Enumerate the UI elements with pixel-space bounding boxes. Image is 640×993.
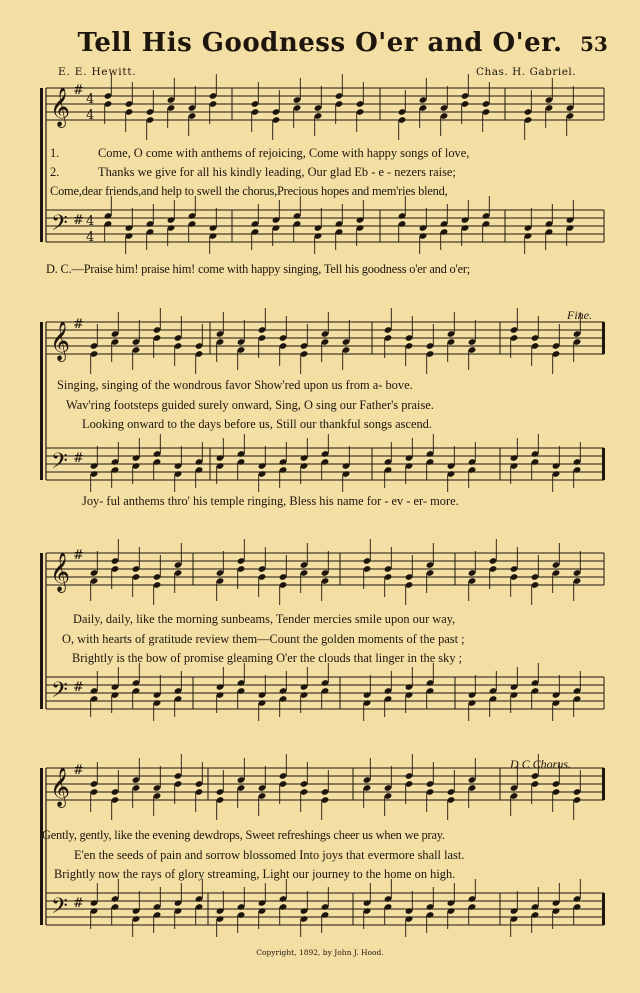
final-barline <box>602 893 605 925</box>
lyric-line: Wav'ring footsteps guided surely onward, Sing, O sing our Father's praise. <box>66 398 434 412</box>
lyric-line: E'en the seeds of pain and sorrow blossomed Into joys that evermore shall last. <box>74 848 465 862</box>
lyric-line: Brightly is the bow of promise gleaming O'er the clouds that linger in the sky ; <box>72 651 463 665</box>
fine-marking: Fine. <box>567 308 592 322</box>
system-bracket <box>40 553 43 709</box>
key-sharp: # <box>73 83 84 98</box>
bass-clef: 𝄢 <box>51 678 68 708</box>
lyric-line: Daily, daily, like the morning sunbeams, Tender mercies smile upon our way, <box>73 612 456 626</box>
final-barline <box>602 448 605 480</box>
key-sharp: # <box>73 763 84 778</box>
lyric-line: Singing, singing of the wondrous favor Show'red upon us from a- bove. <box>57 378 413 392</box>
chorus-line: D. C.—Praise him! praise him! come with happy singing, Tell his goodness o'er and o'er; <box>46 262 471 276</box>
key-sharp: # <box>73 451 84 466</box>
time-signature: 4 <box>86 230 95 245</box>
treble-clef: 𝄞 <box>50 87 71 127</box>
treble-clef: 𝄞 <box>50 552 71 592</box>
lyric-line: Thanks we give for all his kindly leading, Our glad Eb - e - nezers raise; <box>98 165 456 179</box>
treble-clef: 𝄞 <box>50 321 71 361</box>
treble-clef: 𝄞 <box>50 767 71 807</box>
lyric-line: Gently, gently, like the evening dewdrops, Sweet refreshings cheer us when we pray. <box>42 828 445 842</box>
key-sharp: # <box>73 317 84 332</box>
bass-clef: 𝄢 <box>51 449 68 479</box>
system-bracket <box>40 768 43 925</box>
lyric-line: Brightly now the rays of glory streaming, Light our journey to the home on high. <box>54 867 456 881</box>
dc-chorus-marking: D C Chorus. <box>510 757 572 771</box>
system-bracket <box>40 88 43 242</box>
key-sharp: # <box>73 680 84 695</box>
lyric-line: Come, O come with anthems of rejoicing, Come with happy songs of love, <box>98 146 470 160</box>
system-bracket <box>40 322 43 480</box>
verse-number-1: 1. <box>50 146 60 160</box>
time-signature: 4 <box>86 108 95 123</box>
hymn-title: Tell His Goodness O'er and O'er. <box>77 28 563 58</box>
page-number: 53 <box>580 32 608 56</box>
time-signature: 4 <box>86 214 95 229</box>
verse-number-2: 2. <box>50 165 60 179</box>
composer-credit: Chas. H. Gabriel. <box>476 66 577 78</box>
lyric-line: Come,dear friends,and help to swell the chorus,Precious hopes and mem'ries blend, <box>50 184 448 198</box>
lyric-line: Looking onward to the days before us, Still our thankful songs ascend. <box>82 417 432 431</box>
author-credit: E. E. Hewitt. <box>58 66 137 78</box>
bass-clef: 𝄢 <box>51 211 68 241</box>
key-sharp: # <box>73 896 84 911</box>
final-barline <box>602 322 605 354</box>
lyric-line: O, with hearts of gratitude review them—Count the golden moments of the past ; <box>62 632 465 646</box>
key-sharp: # <box>73 213 84 228</box>
copyright-notice: Copyright, 1892, by John J. Hood. <box>256 948 384 957</box>
bass-clef: 𝄢 <box>51 894 68 924</box>
chorus-line: Joy- ful anthems thro' his temple ringing, Bless his name for - ev - er- more. <box>82 494 459 508</box>
key-sharp: # <box>73 548 84 563</box>
final-barline <box>602 768 605 800</box>
time-signature: 4 <box>86 92 95 107</box>
